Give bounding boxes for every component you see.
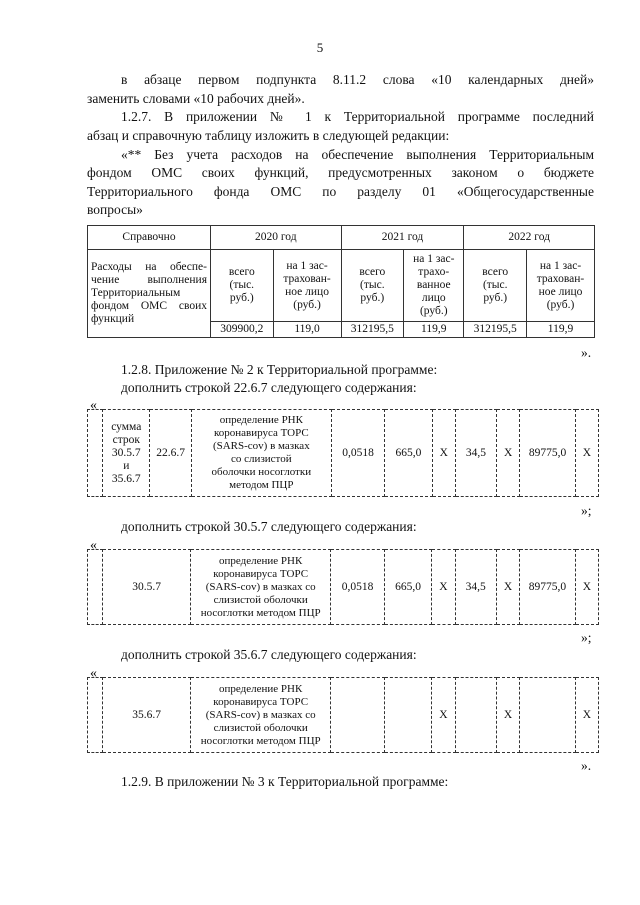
ref-sub-total-2022: всего (тыс. руб.) — [464, 250, 527, 322]
row-2267-cost: 665,0 — [385, 410, 432, 497]
row-3057-description: определение РНК коронавируса ТОРС (SARS-cov) в мазках со слизистой оболочки носоглотки методом ПЦР — [191, 550, 331, 625]
ref-year-2021: 2021 год — [341, 226, 464, 250]
ref-value: 309900,2 — [211, 322, 274, 338]
empty-cell — [520, 678, 576, 753]
para-intro-line2: заменить словами «10 рабочих дней». — [87, 91, 305, 106]
row-2267-value4: 89775,0 — [520, 410, 575, 497]
row-2267-x3: X — [575, 410, 598, 497]
row-3057-value3: 34,5 — [455, 550, 496, 625]
row-3057-rate: 0,0518 — [331, 550, 385, 625]
reference-table — [87, 225, 595, 338]
ref-value: 312195,5 — [341, 322, 404, 338]
opening-quote-3: « — [90, 666, 97, 681]
para-127-line4: фондом ОМС своих функций, предусмотренных законом о бюджете — [87, 165, 594, 180]
row-2267-value3: 34,5 — [455, 410, 496, 497]
row-22-6-7-table — [87, 409, 599, 497]
para-intro-line1: в абзаце первом подпункта 8.11.2 слова «10 календарных дней» — [121, 72, 594, 87]
line-30-5-7: дополнить строкой 30.5.7 следующего содержания: — [121, 519, 417, 534]
opening-quote-1: « — [90, 398, 97, 413]
empty-cell — [384, 678, 431, 753]
para-127-line6: вопросы» — [87, 202, 143, 217]
row-3057-cost: 665,0 — [384, 550, 431, 625]
row-3567-description: определение РНК коронавируса ТОРС (SARS-cov) в мазках со слизистой оболочки носоглотки методом ПЦР — [191, 678, 331, 753]
row-30-5-7-table — [87, 549, 599, 625]
ref-year-2022: 2022 год — [464, 226, 595, 250]
para-127-line3: «** Без учета расходов на обеспечение выполнения Территориальным — [121, 147, 594, 162]
ref-sub-per-2022: на 1 зас- трахован- ное лицо (руб.) — [527, 250, 595, 322]
row-3057-x1: X — [432, 550, 455, 625]
para-128-line1: 1.2.8. Приложение № 2 к Территориальной программе: — [121, 362, 438, 377]
ref-row-label: Расходы на обеспе- чение выполнения Территориальным фондом ОМС своих функций — [88, 250, 211, 338]
row-3567-x2: X — [496, 678, 519, 753]
line-35-6-7: дополнить строкой 35.6.7 следующего содержания: — [121, 647, 417, 662]
row-3057-x2: X — [496, 550, 519, 625]
page-number: 5 — [316, 40, 324, 55]
ref-head-label: Справочно — [88, 226, 211, 250]
empty-cell — [331, 678, 385, 753]
para-129: 1.2.9. В приложении № 3 к Территориальной программе: — [121, 774, 449, 789]
row-2267-sum-cell: сумма строк 30.5.7 и 35.6.7 — [103, 410, 150, 497]
empty-cell — [88, 410, 103, 497]
ref-sub-per-2021: на 1 зас- трахо- ванное лицо (руб.) — [404, 250, 464, 322]
closing-quote-2: ». — [581, 758, 592, 773]
closing-semicolon-2: »; — [581, 630, 592, 645]
para-127-line5: Территориального фонда ОМС по разделу 01 «Общегосударственные — [87, 184, 594, 199]
row-35-6-7-table — [87, 677, 599, 753]
para-128-line2: дополнить строкой 22.6.7 следующего содержания: — [121, 380, 417, 395]
row-3567-number: 35.6.7 — [103, 678, 191, 753]
row-3057-number: 30.5.7 — [103, 550, 191, 625]
ref-year-2020: 2020 год — [211, 226, 342, 250]
row-3057-x3: X — [575, 550, 598, 625]
closing-semicolon-1: »; — [581, 503, 592, 518]
empty-cell — [455, 678, 496, 753]
empty-cell — [88, 550, 103, 625]
opening-quote-2: « — [90, 538, 97, 553]
row-2267-description: определение РНК коронавируса ТОРС (SARS-cov) в мазках со слизистой оболочки носоглотки методом ПЦР — [191, 410, 331, 497]
ref-value: 119,9 — [404, 322, 464, 338]
para-127-line2: абзац и справочную таблицу изложить в следующей редакции: — [87, 128, 450, 143]
ref-value: 312195,5 — [464, 322, 527, 338]
row-3567-x1: X — [432, 678, 455, 753]
row-2267-x1: X — [432, 410, 455, 497]
ref-sub-total-2021: всего (тыс. руб.) — [341, 250, 404, 322]
row-2267-rate: 0,0518 — [331, 410, 384, 497]
row-2267-x2: X — [497, 410, 520, 497]
empty-cell — [88, 678, 103, 753]
row-3567-x3: X — [575, 678, 598, 753]
ref-sub-per-2020: на 1 зас- трахован- ное лицо (руб.) — [273, 250, 341, 322]
ref-value: 119,0 — [273, 322, 341, 338]
ref-value: 119,9 — [527, 322, 595, 338]
row-3057-value4: 89775,0 — [520, 550, 576, 625]
para-127-line1: 1.2.7. В приложении № 1 к Территориальной программе последний — [121, 109, 594, 124]
row-2267-number: 22.6.7 — [150, 410, 191, 497]
closing-quote-1: ». — [581, 345, 592, 360]
ref-sub-total-2020: всего (тыс. руб.) — [211, 250, 274, 322]
